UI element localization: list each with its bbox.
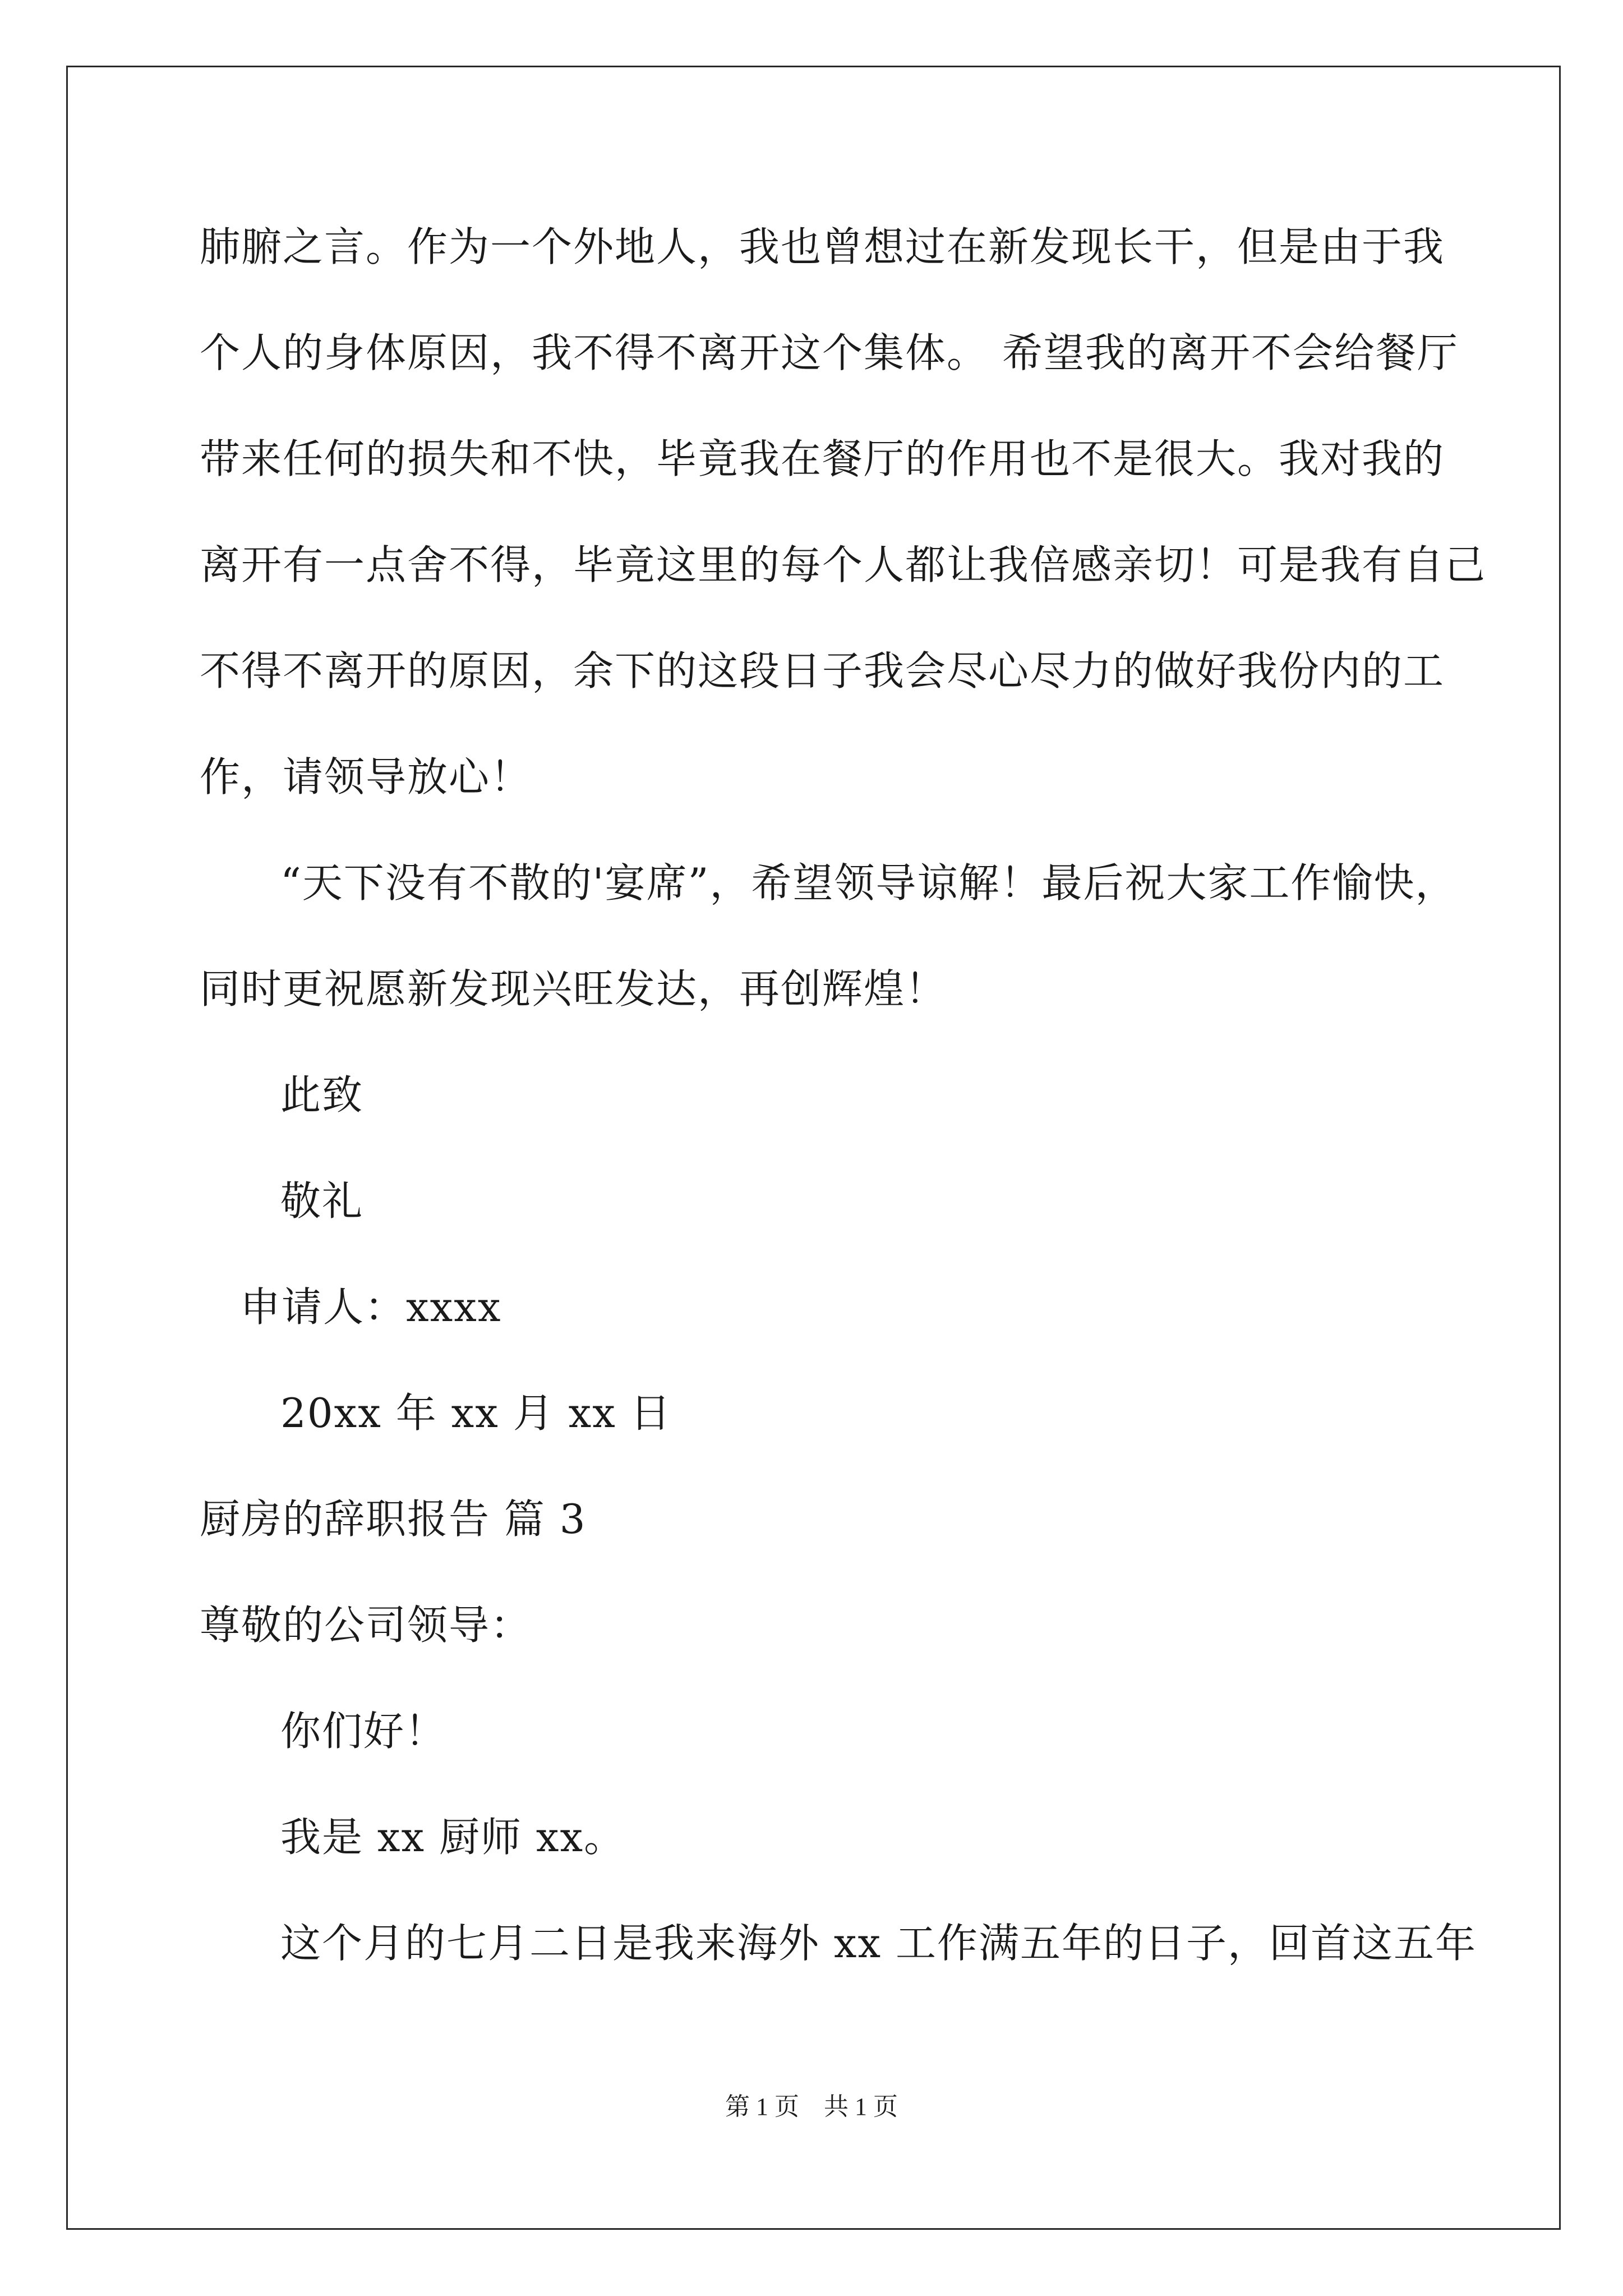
paragraph-line: 这个月的七月二日是我来海外 xx 工作满五年的日子，回首这五年 (280, 1920, 1477, 1967)
paragraph-line: 作，请领导放心！ (200, 753, 532, 800)
paragraph-line: 肺腑之言。作为一个外地人，我也曾想过在新发现长干，但是由于我 (200, 223, 1445, 270)
paragraph-line: 离开有一点舍不得，毕竟这里的每个人都让我倍感亲切！可是我有自己 (200, 541, 1487, 588)
paragraph-line: 带来任何的损失和不快，毕竟我在餐厅的作用也不是很大。我对我的 (200, 435, 1445, 482)
page-footer: 第 1 页 共 1 页 (725, 2093, 898, 2120)
paragraph-line: 我是 xx 厨师 xx。 (280, 1814, 626, 1861)
paragraph-line: 个人的身体原因，我不得不离开这个集体。 希望我的离开不会给餐厅 (200, 329, 1459, 376)
page-border (66, 66, 1561, 2230)
closing-regards: 敬礼 (280, 1177, 364, 1225)
greeting-line: 尊敬的公司领导： (200, 1602, 532, 1649)
paragraph-line: 同时更祝愿新发现兴旺发达，再创辉煌！ (200, 965, 947, 1013)
paragraph-line: 你们好！ (280, 1708, 447, 1755)
closing-salutation: 此致 (280, 1071, 364, 1119)
paragraph-line: “天下没有不散的'宴席”，希望领导谅解！最后祝大家工作愉快， (280, 859, 1457, 907)
paragraph-line: 不得不离开的原因，余下的这段日子我会尽心尽力的做好我份内的工 (200, 647, 1445, 694)
date-line: 20xx 年 xx 月 xx 日 (280, 1389, 672, 1437)
section-heading: 厨房的辞职报告 篇 3 (200, 1496, 587, 1543)
applicant-line: 申请人：xxxx (240, 1283, 502, 1331)
